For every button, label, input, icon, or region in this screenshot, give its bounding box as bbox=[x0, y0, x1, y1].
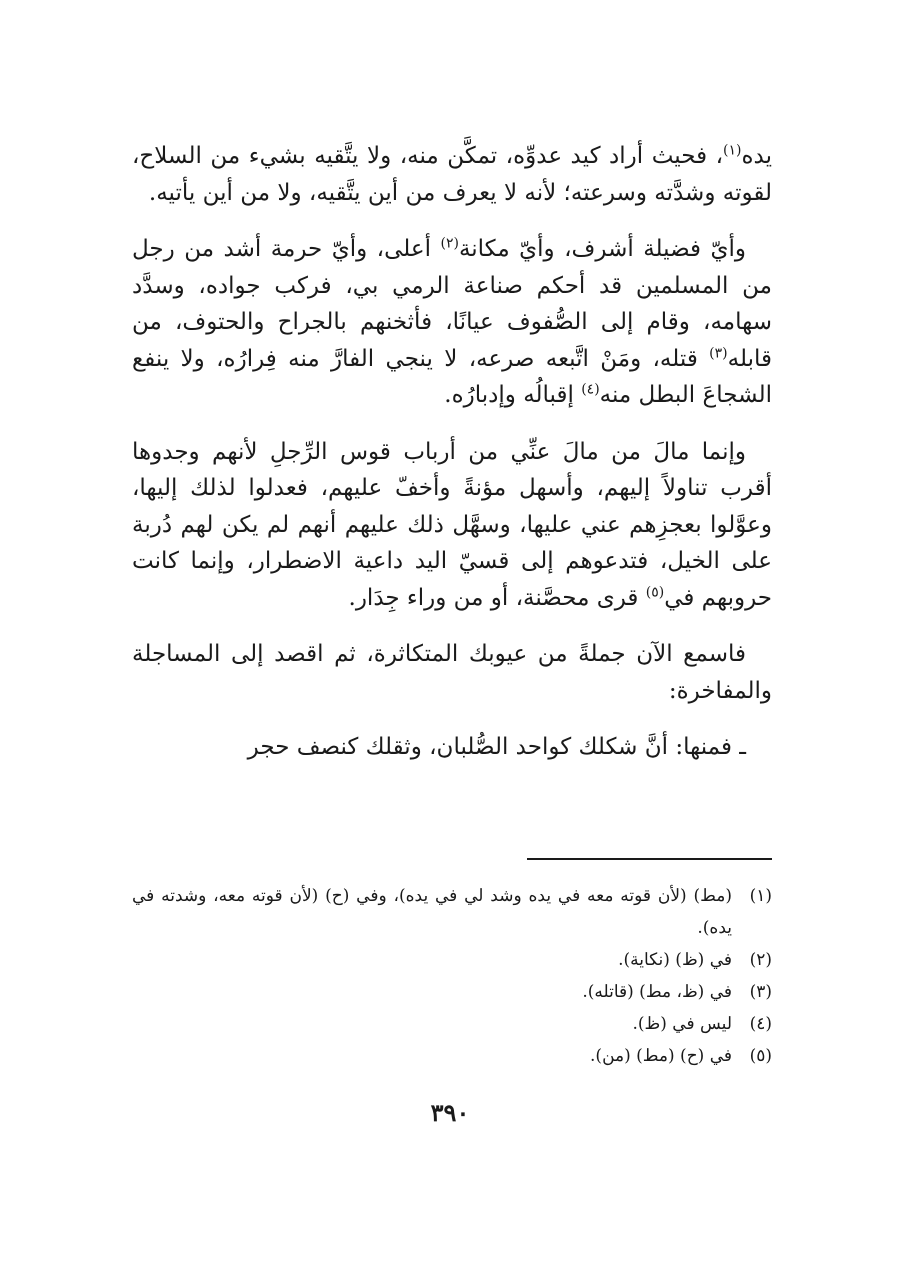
paragraph-3 bbox=[132, 434, 772, 617]
footnote-2 bbox=[132, 944, 772, 976]
footnote-text: في (ظ، مط) (قاتله). bbox=[582, 982, 732, 1002]
paragraph-4: فاسمع الآن جملةً من عيوبك المتكاثرة، ثم اقصد إلى المساجلة والمفاخرة: bbox=[132, 641, 772, 704]
footnote-text: ليس في (ظ). bbox=[632, 1014, 732, 1034]
footnote-number: (١) bbox=[749, 886, 772, 906]
footnote-ref-2[interactable]: (٢) bbox=[440, 235, 459, 252]
footnote-3 bbox=[132, 976, 772, 1008]
paragraph-2 bbox=[132, 231, 772, 414]
footnote-divider bbox=[527, 858, 772, 860]
paragraph-1 bbox=[132, 138, 772, 211]
paragraph-text: إقبالُه وإدبارُه. bbox=[444, 382, 582, 408]
footnote-number: (٢) bbox=[749, 950, 772, 970]
paragraph-text: أعلى، وأيّ حرمة أشد من رجل من المسلمين قد أحكم صناعة الرمي بي، فركب جواده، وسدَّد سهامه، وقام إلى الصُّفوف عيانًا، فأثخنهم بالجراح والحتوف، من قابله bbox=[132, 236, 772, 372]
paragraph-text: وإنما مالَ من مالَ عنِّي من أرباب قوس الرِّجلِ لأنهم وجدوها أقرب تناولاً إليهم، وأسهل مؤنةً وأخفّ عليهم، فعدلوا لذلك إليها، وعوَّلوا بعجزِهم عني عليها، وسهَّل ذلك عليهم أنهم لم يكن لهم دُربة على الخيل، فتدعوهم إلى قسيّ اليد داعية الاضطرار، وإنما كانت حروبهم في bbox=[132, 438, 772, 611]
footnote-ref-5[interactable]: (٥) bbox=[645, 583, 665, 600]
footnote-1 bbox=[132, 880, 772, 944]
footnote-ref-3[interactable]: (٣) bbox=[709, 344, 728, 361]
footnote-number: (٥) bbox=[749, 1046, 772, 1066]
paragraph-text: وأيّ فضيلة أشرف، وأيّ مكانة bbox=[458, 236, 746, 262]
main-text bbox=[132, 138, 772, 766]
paragraph-text: يده bbox=[741, 143, 772, 169]
page-number: ٣٩٠ bbox=[430, 1098, 470, 1127]
footnote-text: في (ح) (مط) (من). bbox=[590, 1046, 732, 1066]
footnote-5 bbox=[132, 1040, 772, 1072]
paragraph-text: قرى محصَّنة، أو من وراء جِدَار. bbox=[348, 584, 646, 611]
footnote-ref-1[interactable]: (١) bbox=[723, 142, 742, 159]
footnote-ref-4[interactable]: (٤) bbox=[581, 381, 600, 398]
footnote-number: (٣) bbox=[749, 982, 772, 1002]
paragraph-text: قتله، ومَنْ اتَّبعه صرعه، لا ينجي الفارَّ منه فِرارُه، ولا ينفع الشجاعَ البطل منه bbox=[132, 345, 772, 408]
paragraph-text: ، فحيث أراد كيد عدوِّه، تمكَّن منه، ولا يتَّقيه بشيء من السلاح، لقوته وشدَّته وسرعته؛ لأنه لا يعرف من أين يتَّقيه، ولا من أين يأتيه. bbox=[132, 143, 772, 206]
footnote-number: (٤) bbox=[749, 1014, 772, 1034]
footnote-text: في (ظ) (نكاية). bbox=[618, 950, 732, 970]
footnote-4 bbox=[132, 1008, 772, 1040]
paragraph-5: ـ فمنها: أنَّ شكلك كواحد الصُّلبان، وثقلك كنصف حجر bbox=[247, 734, 746, 760]
footnotes bbox=[132, 880, 772, 1072]
footnote-text: (مط) (لأن قوته معه في يده وشد لي في يده)، وفي (ح) (لأن قوته معه، وشدته في يده). bbox=[132, 886, 732, 938]
